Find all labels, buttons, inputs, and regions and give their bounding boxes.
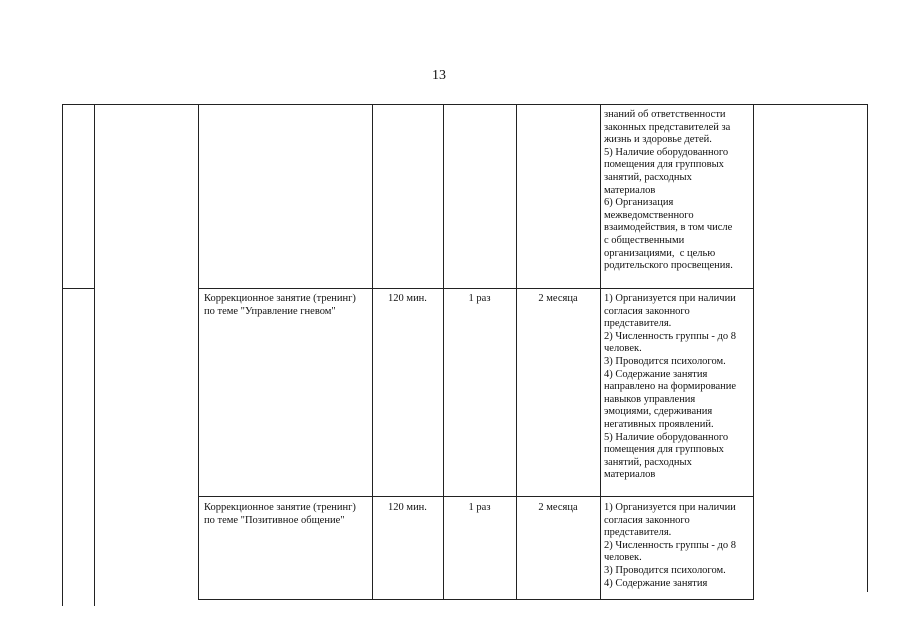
conditions-cell: 1) Организуется при наличии согласия законного представителя. 2) Численность группы - до 8 человек. 3) Проводится психологом. 4) Содержание занятия направлено на формирование навыков управления эмоциями, сдерживания негативных проявлений. 5) Наличие оборудованного помещения для групповых занятий, расходных материалов: [604, 293, 737, 481]
conditions-cell-continued: знаний об ответственности законных представителей за жизнь и здоровье детей. 5) Наличие оборудованного помещения для групповых занятий, расходных материалов 6) Организация межведомственного взаимодействия, в том числе с общественными организациями, с целью родительского просвещения.: [604, 109, 733, 272]
column-border: [753, 104, 754, 600]
column-border: [372, 104, 373, 600]
row-divider-3: [198, 599, 754, 600]
duration-cell: 120 мин.: [388, 293, 427, 304]
column-border: [867, 104, 868, 592]
service-name-cell: Коррекционное занятие (тренинг) по теме "Позитивное общение": [204, 502, 356, 526]
page-number: 13: [432, 68, 446, 83]
column-border: [443, 104, 444, 600]
conditions-cell: 1) Организуется при наличии согласия законного представителя. 2) Численность группы - до 8 человек. 3) Проводится психологом. 4) Содержание занятия: [604, 502, 736, 589]
duration-cell: 120 мин.: [388, 502, 427, 513]
period-cell: 2 месяца: [538, 293, 578, 304]
column-border: [516, 104, 517, 600]
column-border: [198, 104, 199, 600]
column-border: [62, 104, 63, 606]
table-top-border: [62, 104, 868, 105]
row-divider-2: [198, 496, 754, 497]
period-cell: 2 месяца: [538, 502, 578, 513]
column-border: [94, 104, 95, 606]
row-divider-1: [62, 288, 94, 289]
column-border: [600, 104, 601, 600]
service-name-cell: Коррекционное занятие (тренинг) по теме "Управление гневом": [204, 293, 356, 317]
row-divider-1: [198, 288, 754, 289]
frequency-cell: 1 раз: [468, 502, 491, 513]
frequency-cell: 1 раз: [468, 293, 491, 304]
